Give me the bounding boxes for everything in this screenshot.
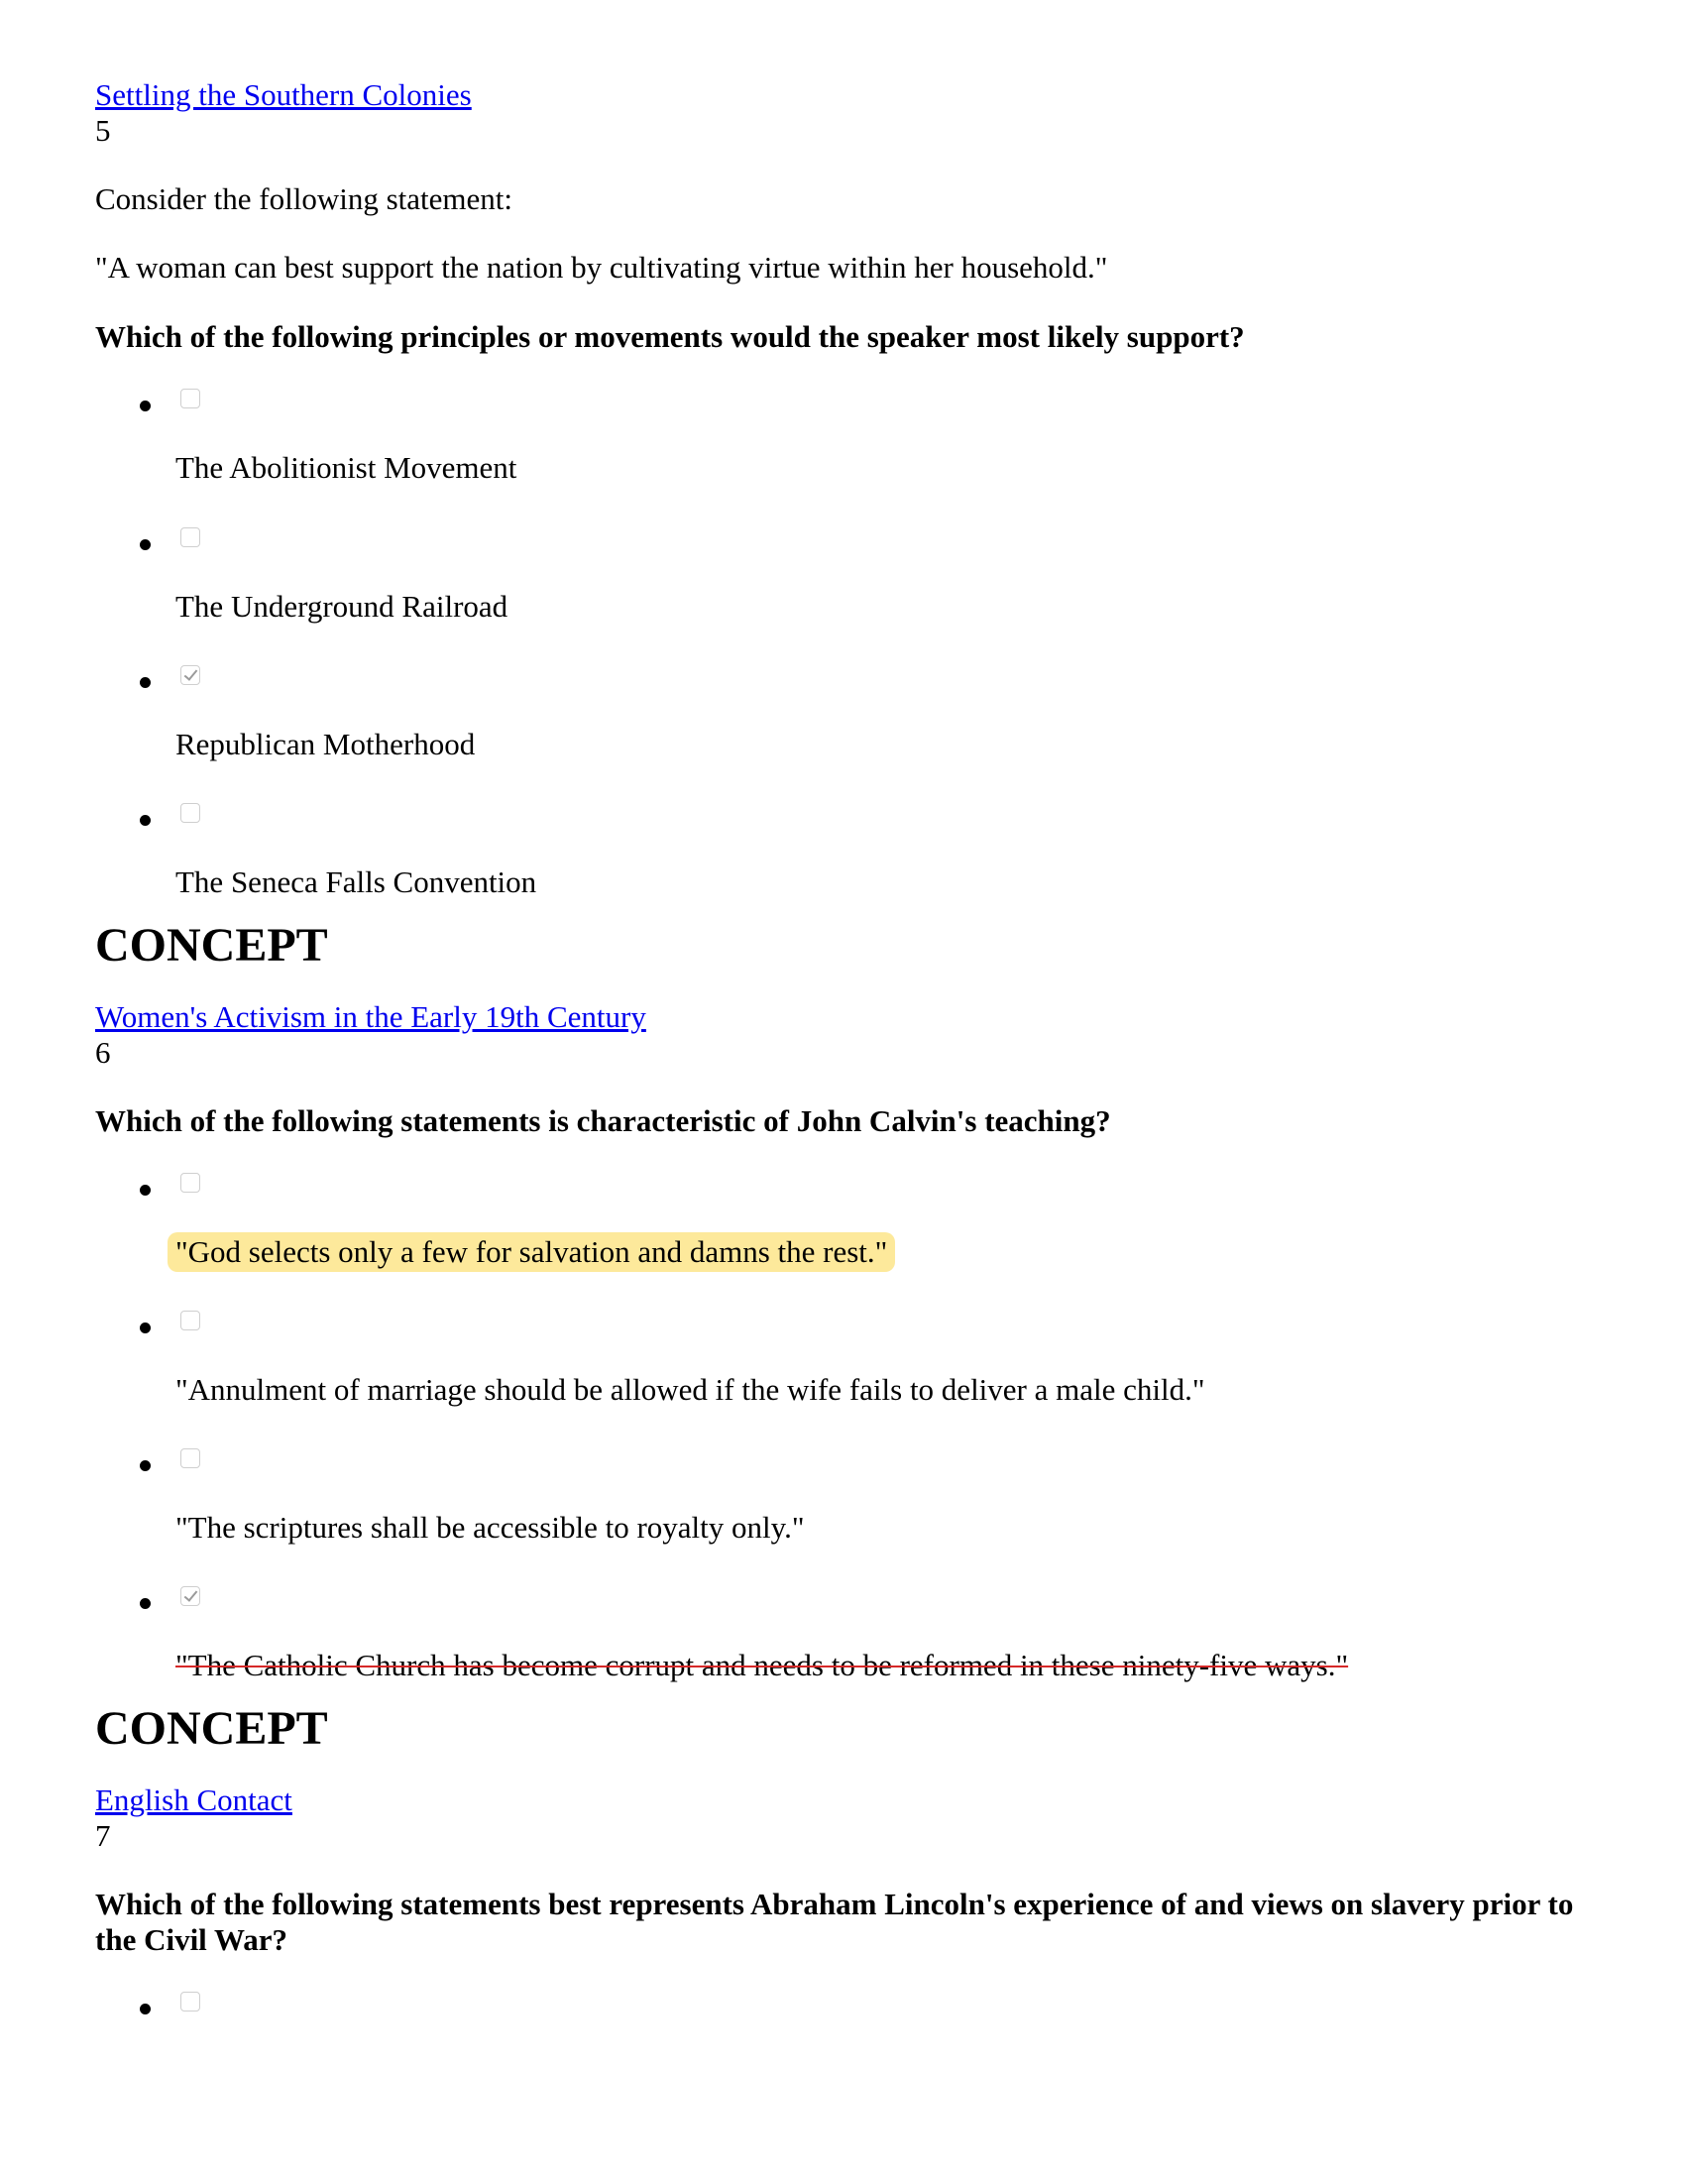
- concept-link-english-contact[interactable]: English Contact: [95, 1782, 292, 1817]
- option-checkbox[interactable]: [180, 527, 200, 547]
- option-item: [95, 665, 1602, 803]
- question-6-options: [95, 1173, 1602, 1685]
- bullet-icon: [140, 1322, 151, 1333]
- option-checkbox[interactable]: [180, 389, 200, 408]
- option-label: "The scriptures shall be accessible to royalty only.": [175, 1510, 805, 1545]
- concept-link-womens-activism[interactable]: Women's Activism in the Early 19th Century: [95, 999, 646, 1034]
- question-5-intro: Consider the following statement:: [95, 181, 513, 216]
- option-item: [95, 1311, 1602, 1448]
- bullet-icon: [140, 2004, 151, 2014]
- option-label: The Abolitionist Movement: [175, 450, 517, 485]
- question-number-6: 6: [95, 1035, 111, 1070]
- question-6-prompt: Which of the following statements is characteristic of John Calvin's teaching?: [95, 1103, 1111, 1138]
- bullet-icon: [140, 677, 151, 688]
- bullet-icon: [140, 401, 151, 411]
- option-checkbox[interactable]: [180, 1311, 200, 1330]
- option-checkbox[interactable]: [180, 1173, 200, 1193]
- bullet-icon: [140, 539, 151, 550]
- question-7-prompt: Which of the following statements best represents Abraham Lincoln's experience of and views on slavery prior to the Civil War?: [95, 1887, 1574, 1957]
- option-checkbox[interactable]: [180, 1992, 200, 2012]
- option-checkbox[interactable]: [180, 1448, 200, 1468]
- option-item: [95, 803, 1602, 902]
- option-item: [95, 1992, 1602, 2031]
- option-label: "Annulment of marriage should be allowed if the wife fails to deliver a male child.": [175, 1372, 1205, 1407]
- option-label-highlighted: "God selects only a few for salvation and damns the rest.": [168, 1232, 895, 1272]
- option-item: [95, 389, 1602, 527]
- option-item: [95, 1586, 1602, 1685]
- bullet-icon: [140, 1185, 151, 1196]
- question-5-quote: "A woman can best support the nation by cultivating virtue within her household.": [95, 250, 1108, 285]
- option-label-struck: "The Catholic Church has become corrupt and needs to be reformed in these ninety-five ways.": [175, 1648, 1349, 1682]
- question-number-5: 5: [95, 113, 111, 148]
- bullet-icon: [140, 1460, 151, 1471]
- concept-link-settling-southern-colonies[interactable]: Settling the Southern Colonies: [95, 77, 472, 112]
- question-5-prompt: Which of the following principles or movements would the speaker most likely support?: [95, 319, 1245, 354]
- bullet-icon: [140, 1598, 151, 1609]
- option-label: The Seneca Falls Convention: [175, 864, 537, 899]
- option-label: Republican Motherhood: [175, 727, 476, 761]
- option-item: [95, 527, 1602, 665]
- option-checkbox-checked[interactable]: [180, 665, 200, 685]
- question-5-options: [95, 389, 1602, 902]
- option-item: [95, 1173, 1602, 1311]
- option-checkbox-checked[interactable]: [180, 1586, 200, 1606]
- option-label: The Underground Railroad: [175, 589, 508, 624]
- option-item: [95, 1448, 1602, 1586]
- bullet-icon: [140, 815, 151, 826]
- concept-heading: CONCEPT: [95, 919, 328, 972]
- question-7-options: [95, 1992, 1602, 2031]
- question-number-7: 7: [95, 1818, 111, 1853]
- option-checkbox[interactable]: [180, 803, 200, 823]
- quiz-page: [95, 77, 1602, 2031]
- concept-heading: CONCEPT: [95, 1702, 328, 1755]
